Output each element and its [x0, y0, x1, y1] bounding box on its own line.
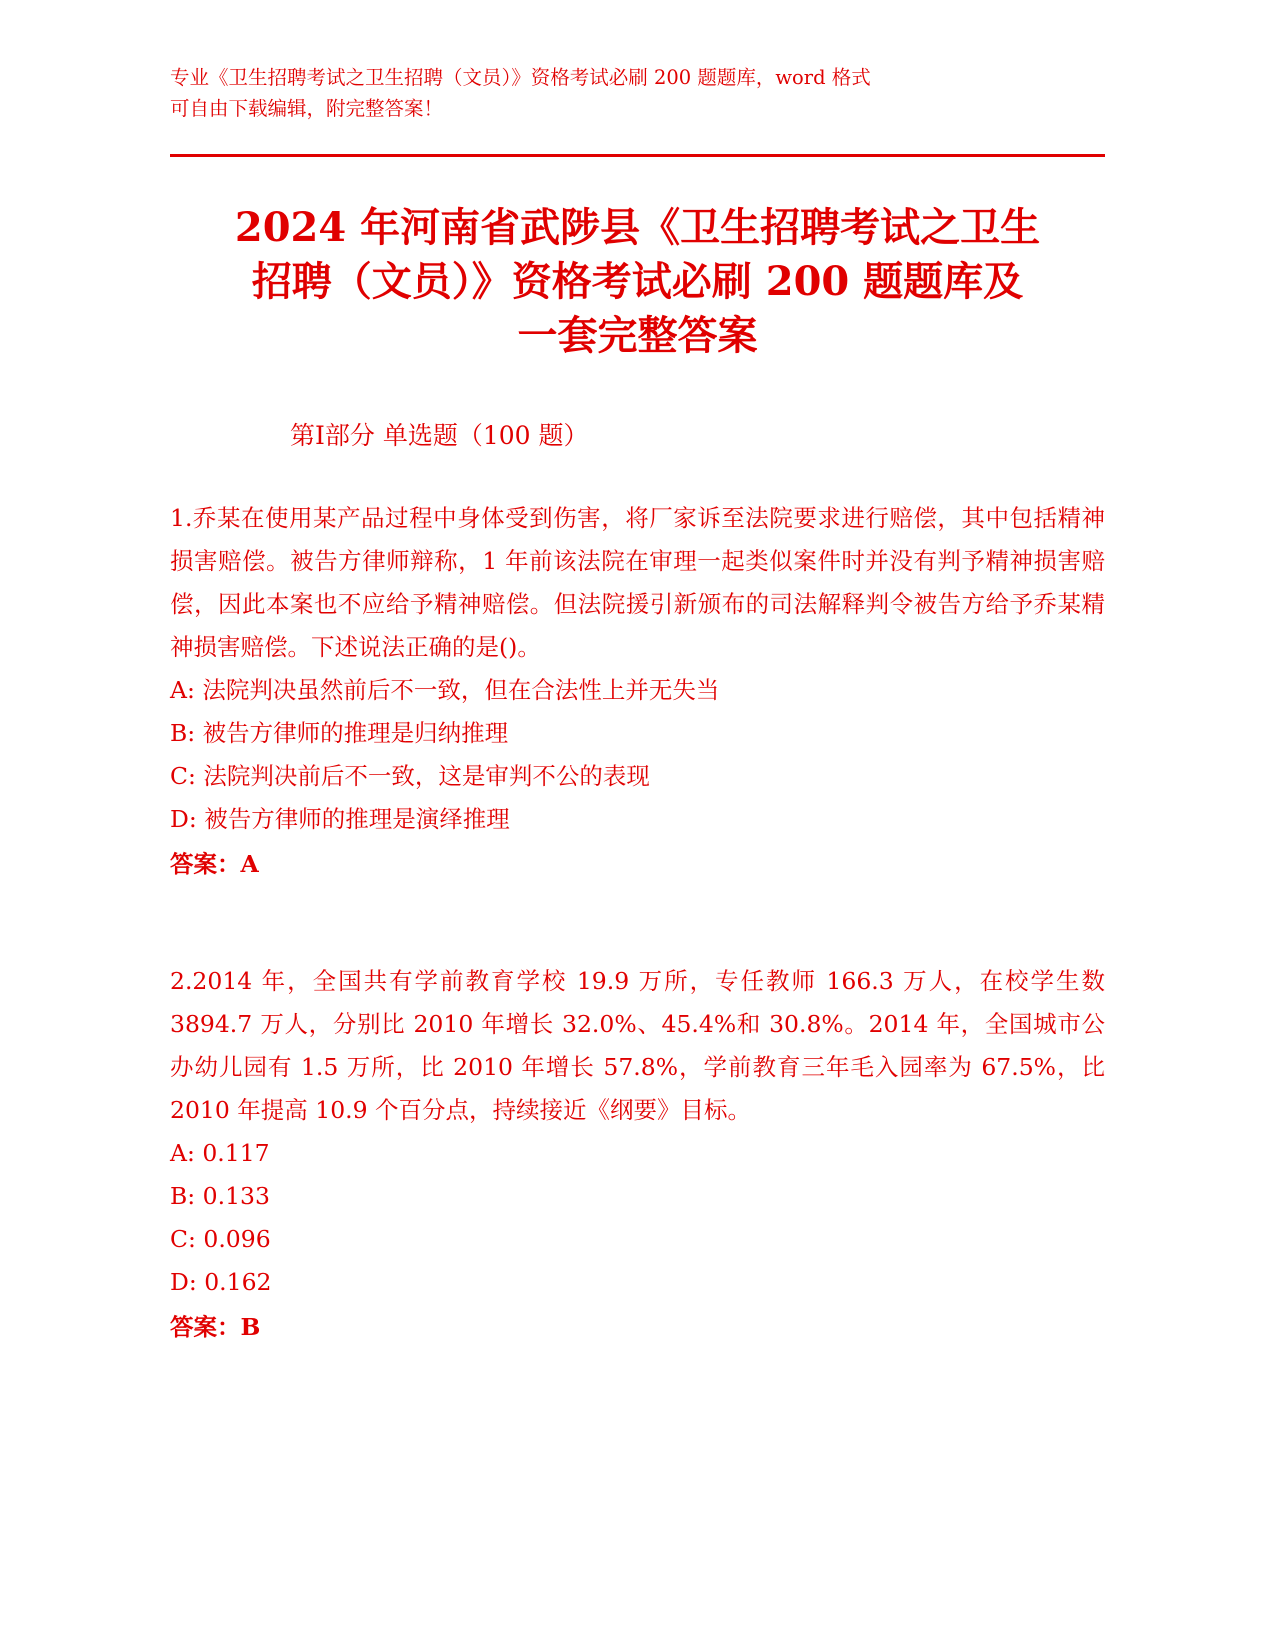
answer-line: 答案：A: [170, 850, 259, 878]
header-divider: [170, 154, 1105, 157]
question-block-1: [170, 497, 1105, 886]
option-d: D: 0.162: [170, 1268, 272, 1296]
option-a: A: 法院判决虽然前后不一致，但在合法性上并无失当: [170, 676, 720, 704]
question-stem: 1.乔某在使用某产品过程中身体受到伤害，将厂家诉至法院要求进行赔偿，其中包括精神损害赔偿。被告方律师辩称，1 年前该法院在审理一起类似案件时并没有判予精神损害赔偿，因此本案也不应给予精神赔偿。但法院援引新颁布的司法解释判令被告方给予乔某精神损害赔偿。下述说法正确的是()。: [170, 504, 1105, 661]
header-note: [170, 62, 1105, 124]
page-title-line-3: 一套完整答案: [517, 312, 758, 359]
question-stem: 2.2014 年，全国共有学前教育学校 19.9 万所，专任教师 166.3 万人，在校学生数 3894.7 万人，分别比 2010 年增长 32.0%、45.4%和 30.8%。2014 年，全国城市公办幼儿园有 1.5 万所，比 2010 年增长 57.8%，学前教育三年毛入园率为 67.5%，比 2010 年提高 10.9 个百分点，持续接近《纲要》目标。: [170, 967, 1105, 1124]
page-title: [170, 201, 1105, 363]
option-d: D: 被告方律师的推理是演绎推理: [170, 805, 510, 833]
option-a: A: 0.117: [170, 1139, 270, 1167]
question-block-2: [170, 960, 1105, 1349]
page-title-line-1: 2024 年河南省武陟县《卫生招聘考试之卫生: [234, 204, 1041, 251]
answer-line: 答案：B: [170, 1313, 261, 1341]
header-note-line-1: 专业《卫生招聘考试之卫生招聘（文员）》资格考试必刷 200 题题库，word 格式: [170, 66, 871, 89]
header-note-line-2: 可自由下载编辑，附完整答案！: [170, 97, 444, 120]
option-b: B: 被告方律师的推理是归纳推理: [170, 719, 509, 747]
option-c: C: 法院判决前后不一致，这是审判不公的表现: [170, 762, 650, 790]
option-b: B: 0.133: [170, 1182, 270, 1210]
page-title-line-2: 招聘（文员）》资格考试必刷 200 题题库及: [251, 258, 1024, 305]
question-spacer: [170, 886, 1105, 916]
section-heading: 第Ⅰ部分 单选题（100 题）: [290, 421, 589, 450]
option-c: C: 0.096: [170, 1225, 271, 1253]
